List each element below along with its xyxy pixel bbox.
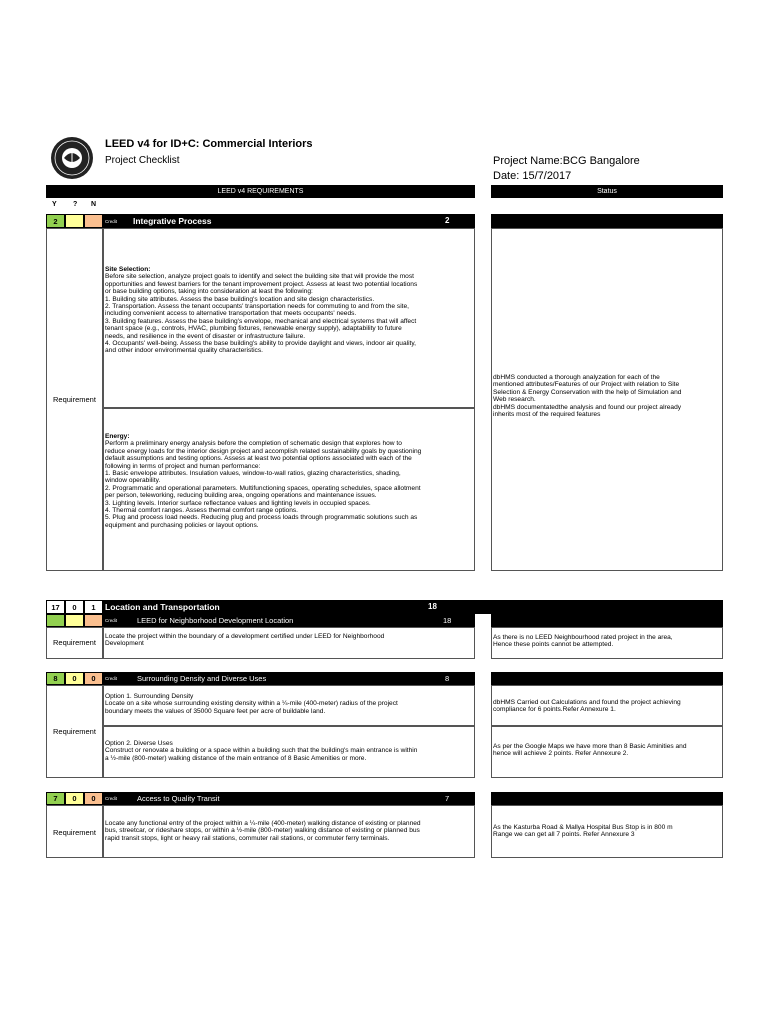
usgbc-logo bbox=[50, 136, 94, 180]
integrative-points: 2 bbox=[445, 216, 450, 225]
density-n-count: 0 bbox=[84, 672, 103, 685]
text-line: Perform a preliminary energy analysis before the completion of schematic design that explores how to bbox=[105, 440, 402, 448]
project-date: Date: 15/7/2017 bbox=[493, 170, 572, 182]
text-line: equipment and purchasing policies or layout options. bbox=[105, 521, 259, 529]
transit-credit-bar bbox=[103, 792, 475, 805]
text-line: 3. Lighting levels. Interior surface reflectance values and lighting levels in occupied spaces. bbox=[105, 499, 371, 507]
text-line: 5. Plug and process load needs. Reducing plug and process loads through programmatic solutions such as bbox=[105, 514, 418, 522]
location-category-points: 18 bbox=[428, 602, 437, 611]
text-line: As there is no LEED Neighbourhood rated project in the area, bbox=[493, 634, 673, 641]
site-selection-text bbox=[105, 266, 473, 355]
transit-y-count: 7 bbox=[46, 792, 65, 805]
text-line: Option 1. Surrounding Density bbox=[105, 693, 194, 700]
location-category-name: Location and Transportation bbox=[105, 602, 220, 612]
text-line: or base building options, taking into consideration at least the following: bbox=[105, 288, 313, 296]
text-line: Locate the project within the boundary of a development certified under LEED for Neighborhood bbox=[105, 633, 385, 640]
text-line: 4. Thermal comfort ranges. Assess thermal comfort range options. bbox=[105, 507, 299, 515]
density-requirement-label: Requirement bbox=[53, 727, 96, 736]
transit-q-count: 0 bbox=[65, 792, 84, 805]
text-line: default assumptions and testing options. Assess at least two potential options associated with each of the bbox=[105, 455, 412, 463]
neighborhood-n-cell bbox=[84, 614, 103, 627]
integrative-y-count: 2 bbox=[46, 214, 65, 228]
text-line: Web research. bbox=[493, 396, 536, 404]
density-points: 8 bbox=[445, 674, 450, 683]
transit-requirement-text bbox=[105, 820, 473, 842]
credit-tag: Credit bbox=[105, 796, 118, 801]
integrative-status-bar bbox=[491, 214, 723, 228]
y-column-header: Y bbox=[52, 201, 57, 208]
location-y-count: 17 bbox=[46, 600, 65, 614]
density-credit-bar bbox=[103, 672, 475, 685]
text-line: 1. Basic envelope attributes. Insulation values, window-to-wall ratios, glazing characteristics, shading, bbox=[105, 470, 401, 478]
credit-tag: Credit bbox=[105, 676, 118, 681]
credit-tag: Credit bbox=[105, 218, 118, 224]
neighborhood-points: 18 bbox=[443, 616, 452, 625]
text-line: 3. Building features. Assess the base building's envelope, mechanical and electrical systems that will affect bbox=[105, 317, 417, 325]
text-line: 1. Building site attributes. Assess the base building's location and site design characteristics. bbox=[105, 295, 375, 303]
neighborhood-credit-name: LEED for Neighborhood Development Location bbox=[137, 616, 294, 625]
project-name: Project Name:BCG Bangalore bbox=[493, 155, 640, 167]
neighborhood-status-text bbox=[493, 634, 721, 649]
text-line: dbHMS Carried out Calculations and found the project achieving bbox=[493, 699, 681, 706]
energy-heading: Energy: bbox=[105, 433, 130, 440]
text-line: tenant space (e.g., controls, HVAC, plumbing fixtures, renewable energy supply), adaptability to future bbox=[105, 325, 402, 333]
text-line: Range we can get all 7 points. Refer Annexure 3 bbox=[493, 831, 635, 839]
location-q-count: 0 bbox=[65, 600, 84, 614]
page-title: LEED v4 for ID+C: Commercial Interiors bbox=[105, 138, 313, 150]
density-status-bar bbox=[491, 672, 723, 685]
text-line: and other indoor environmental quality characteristics. bbox=[105, 347, 263, 355]
page-subtitle: Project Checklist bbox=[105, 155, 180, 166]
text-line: opportunities and fewest barriers for the tenant improvement project. Assess at least two potential locations bbox=[105, 280, 418, 288]
text-line: boundary meets the values of 35000 Square feet per acre of buildable land. bbox=[105, 707, 326, 715]
transit-status-bar bbox=[491, 792, 723, 805]
neighborhood-requirement-text bbox=[105, 633, 473, 648]
location-status-bar bbox=[475, 600, 723, 614]
transit-n-count: 0 bbox=[84, 792, 103, 805]
text-line: including convenient access to alternative transportation that meets occupants' needs. bbox=[105, 310, 357, 318]
text-line: Locate any functional entry of the project within a ¼-mile (400-meter) walking distance of existing or planned bbox=[105, 820, 421, 827]
integrative-n-count bbox=[84, 214, 103, 228]
text-line: mentioned attributes/Features of our Project with relation to Site bbox=[493, 381, 680, 389]
transit-points: 7 bbox=[445, 794, 450, 803]
text-line: As per the Google Maps we have more than 8 Basic Aminities and bbox=[493, 743, 687, 750]
credit-tag: Credit bbox=[105, 618, 118, 623]
text-line: a ½-mile (800-meter) walking distance of the main entrance of 8 Basic Amenities or more. bbox=[105, 754, 367, 762]
density-y-count: 8 bbox=[46, 672, 65, 685]
requirements-header: LEED v4 REQUIREMENTS bbox=[46, 185, 475, 198]
text-line: Construct or renovate a building or a space within a building such that the building's main entrance is within bbox=[105, 747, 418, 755]
density-status1-text bbox=[493, 699, 721, 714]
transit-credit-name: Access to Quality Transit bbox=[137, 794, 220, 803]
status-header: Status bbox=[491, 185, 723, 198]
text-line: per person, teleworking, reducing building area, ongoing operations and maintenance issues. bbox=[105, 492, 377, 500]
location-n-count: 1 bbox=[84, 600, 103, 614]
text-line: window operability. bbox=[105, 477, 161, 485]
text-line: Before site selection, analyze project goals to identify and select the building site that will provide the most bbox=[105, 273, 414, 281]
text-line: As the Kasturba Road & Mallya Hospital Bus Stop is in 800 m bbox=[493, 824, 673, 831]
density-option2-text bbox=[105, 740, 473, 762]
integrative-credit-bar bbox=[103, 214, 475, 228]
integrative-requirement-label: Requirement bbox=[53, 395, 96, 404]
density-option1-text bbox=[105, 693, 473, 715]
text-line: Hence these points cannot be attempted. bbox=[493, 641, 614, 649]
neighborhood-status-bar bbox=[491, 614, 723, 627]
transit-requirement-label: Requirement bbox=[53, 828, 96, 837]
text-line: compliance for 6 points.Refer Annexure 1. bbox=[493, 706, 616, 714]
neighborhood-y-cell bbox=[46, 614, 65, 627]
energy-text bbox=[105, 433, 473, 529]
text-line: Selection & Energy Conservation with the help of Simulation and bbox=[493, 388, 682, 396]
neighborhood-requirement-label: Requirement bbox=[53, 638, 96, 647]
text-line: hence will achieve 2 points. Refer Annexure 2. bbox=[493, 750, 629, 758]
density-credit-name: Surrounding Density and Diverse Uses bbox=[137, 674, 267, 683]
text-line: dbHMS documentatedthe analysis and found our project already bbox=[493, 403, 682, 411]
text-line: rapid transit stops, light or heavy rail stations, commuter rail stations, or commuter ferry terminals. bbox=[105, 834, 390, 842]
neighborhood-credit-bar bbox=[103, 614, 475, 627]
text-line: Option 2. Diverse Uses bbox=[105, 740, 173, 747]
density-q-count: 0 bbox=[65, 672, 84, 685]
text-line: 2. Transportation. Assess the tenant occupants' transportation needs for commuting to and from the site, bbox=[105, 303, 410, 311]
text-line: needs, and resilience in the event of disaster or infrastructure failure. bbox=[105, 332, 306, 340]
neighborhood-q-cell bbox=[65, 614, 84, 627]
text-line: inherits most of the required features bbox=[493, 411, 601, 419]
text-line: dbHMS conducted a thorough analyzation for each of the bbox=[493, 374, 660, 381]
integrative-q-count bbox=[65, 214, 84, 228]
transit-status-text bbox=[493, 824, 721, 839]
density-status2-text bbox=[493, 743, 721, 758]
location-category-bar bbox=[103, 600, 475, 614]
text-line: bus, streetcar, or rideshare stops, or within a ½-mile (800-meter) walking distance of existing or planned bus bbox=[105, 827, 420, 835]
site-selection-heading: Site Selection: bbox=[105, 266, 151, 273]
text-line: Locate on a site whose surrounding existing density within a ¼-mile (400-meter) radius of the project bbox=[105, 700, 398, 708]
integrative-status-text bbox=[493, 374, 721, 418]
text-line: 4. Occupants' well-being. Assess the base building's ability to provide daylight and views, indoor air quality, bbox=[105, 340, 417, 348]
text-line: Development bbox=[105, 640, 144, 648]
q-column-header: ? bbox=[73, 201, 78, 208]
integrative-credit-name: Integrative Process bbox=[133, 216, 212, 226]
text-line: 2. Programmatic and operational parameters. Multifunctioning spaces, operating schedules, space allotment bbox=[105, 484, 421, 492]
text-line: following in terms of project and human performance: bbox=[105, 462, 261, 470]
text-line: reduce energy loads for the interior design project and accomplish related sustainability goals by questioning bbox=[105, 447, 422, 455]
n-column-header: N bbox=[91, 201, 97, 208]
